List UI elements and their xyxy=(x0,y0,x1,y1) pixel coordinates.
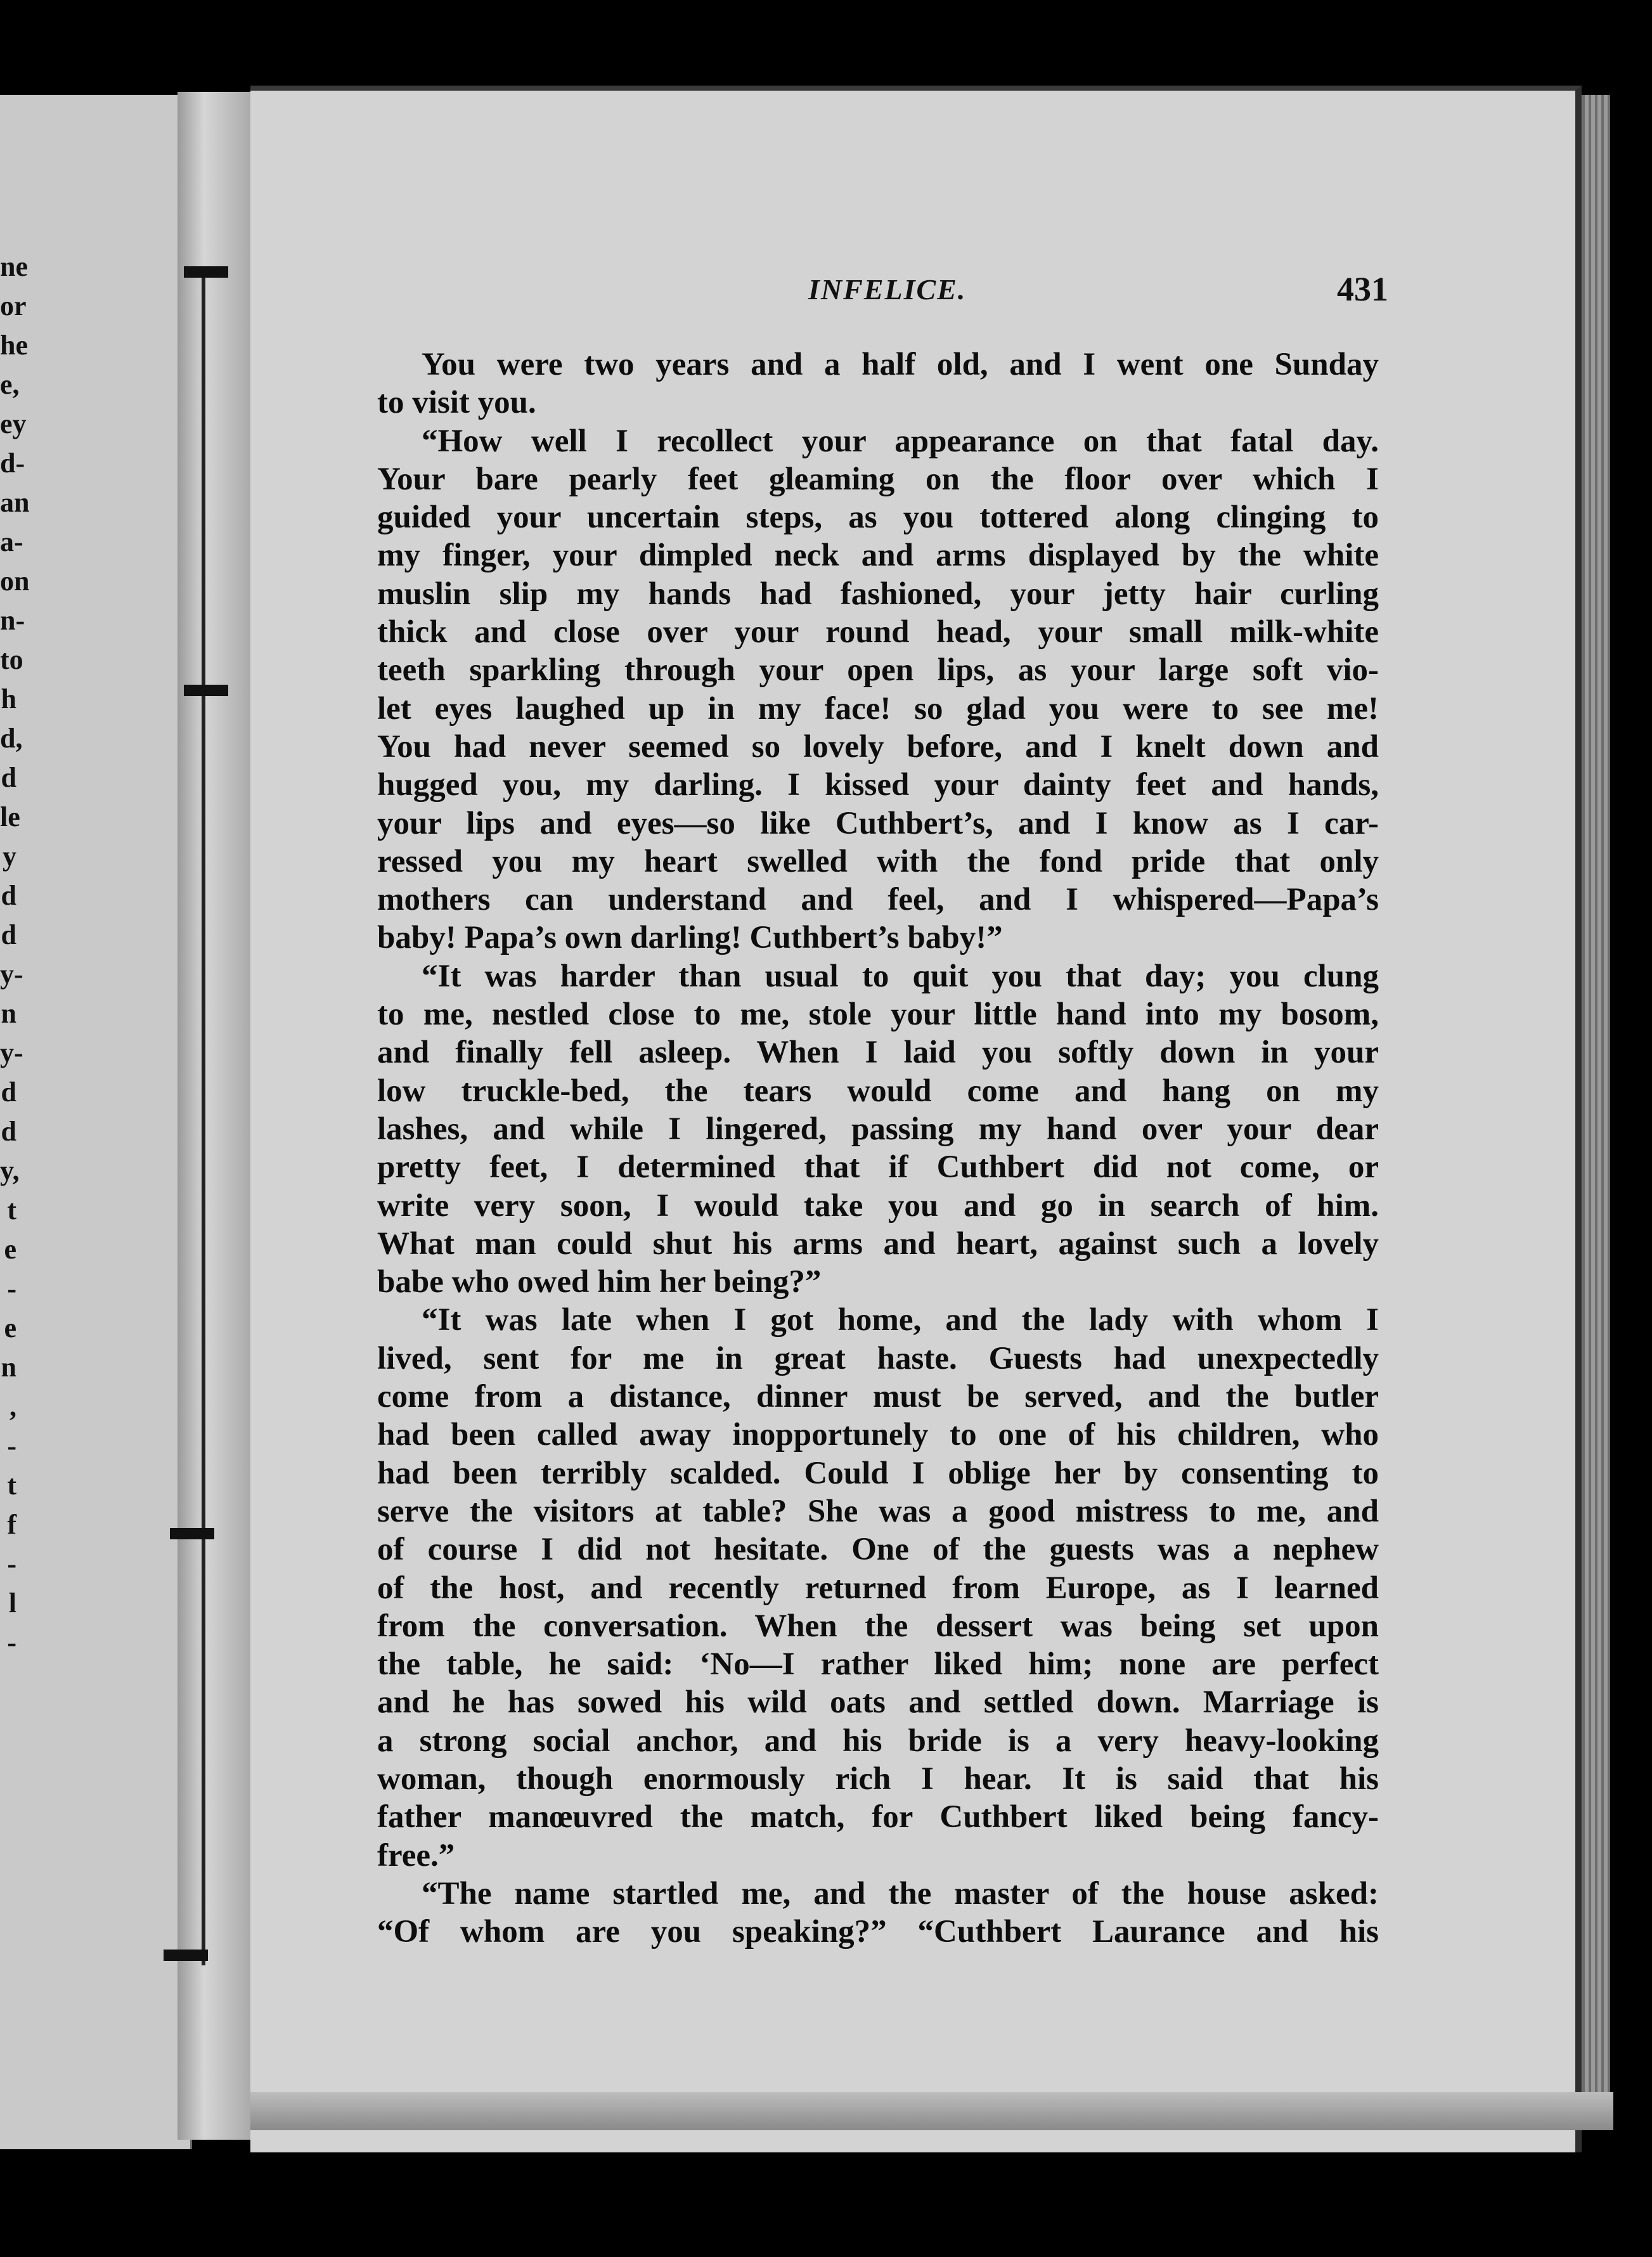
facing-page-fragment: d xyxy=(1,1077,16,1108)
text-line: “The name startled me, and the master of the house asked: xyxy=(422,1875,1379,1911)
facing-page-fragment: t xyxy=(7,1470,16,1501)
facing-page-fragment: - xyxy=(7,1627,16,1658)
facing-page-fragment: l xyxy=(8,1588,16,1619)
text-line: serve the visitors at table? She was a good mistress to me, and xyxy=(377,1493,1379,1529)
facing-page-fragment: to xyxy=(0,644,23,675)
text-line: You were two years and a half old, and I went one Sunday xyxy=(422,347,1379,382)
text-line: my finger, your dimpled neck and arms displayed by the white xyxy=(377,538,1379,574)
text-line: the table, he said: ‘No—I rather liked him; none are perfect xyxy=(377,1646,1379,1683)
facing-page-fragment: e xyxy=(4,1312,16,1343)
text-line: father manœuvred the match, for Cuthbert liked being fancy- xyxy=(377,1799,1379,1835)
facing-page-fragment: n xyxy=(1,1352,16,1383)
text-line: lived, sent for me in great haste. Guests had unexpectedly xyxy=(377,1340,1379,1376)
facing-page-fragment: d xyxy=(1,1116,16,1147)
page-bottom-shadow xyxy=(250,2092,1613,2130)
text-line: ressed you my heart swelled with the fond pride that only xyxy=(377,843,1379,879)
text-line: and he has sowed his wild oats and settled down. Marriage is xyxy=(377,1685,1379,1721)
text-line: free.” xyxy=(377,1837,455,1873)
facing-page-fragment: a- xyxy=(0,526,23,557)
binding-stitch xyxy=(170,1528,214,1539)
text-line: baby! Papa’s own darling! Cuthbert’s baby!” xyxy=(377,920,1003,956)
text-line: to me, nestled close to me, stole your little hand into my bosom, xyxy=(377,997,1379,1033)
text-line: Your bare pearly feet gleaming on the floor over which I xyxy=(377,461,1379,497)
text-line: You had never seemed so lovely before, and I knelt down and xyxy=(377,728,1379,765)
text-line: teeth sparkling through your open lips, as your large soft vio- xyxy=(377,652,1379,689)
text-line: low truckle-bed, the tears would come and hang on my xyxy=(377,1073,1379,1109)
facing-page-fragment: ey xyxy=(0,408,27,439)
facing-page-fragment: d xyxy=(1,762,16,793)
binding-stitch xyxy=(184,685,228,696)
text-line: lashes, and while I lingered, passing my hand over your dear xyxy=(377,1111,1379,1147)
facing-page-fragment: or xyxy=(0,290,27,321)
facing-page-fragment: n- xyxy=(0,605,25,636)
text-line: “Of whom are you speaking?” “Cuthbert Laurance and his xyxy=(377,1914,1379,1950)
text-line: and finally fell asleep. When I laid you softly down in your xyxy=(377,1035,1379,1071)
text-line: from the conversation. When the dessert was being set upon xyxy=(377,1608,1379,1644)
text-line: woman, though enormously rich I hear. It is said that his xyxy=(377,1761,1379,1797)
running-head: INFELICE. xyxy=(808,273,967,306)
text-line: guided your uncertain steps, as you tottered along clinging to xyxy=(377,500,1379,536)
facing-page-fragment: - xyxy=(7,1548,16,1579)
text-line: mothers can understand and feel, and I whispered—Papa’s xyxy=(377,882,1379,918)
text-line: “It was harder than usual to quit you that day; you clung xyxy=(422,958,1379,994)
text-line: “It was late when I got home, and the lady with whom I xyxy=(422,1302,1379,1338)
facing-page-text-fragments xyxy=(0,247,190,1927)
text-line: a strong social anchor, and his bride is a very heavy-looking xyxy=(377,1723,1379,1759)
book-gutter xyxy=(177,92,254,2140)
text-line: What man could shut his arms and heart, against such a lovely xyxy=(377,1226,1379,1262)
facing-page-fragment: t xyxy=(7,1194,16,1226)
facing-page-fragment: d- xyxy=(0,448,25,479)
facing-page-fragment: y- xyxy=(0,1037,23,1068)
facing-page-fragment: d xyxy=(1,919,16,950)
page-number: 431 xyxy=(1337,270,1388,308)
text-line: of course I did not hesitate. One of the guests was a nephew xyxy=(377,1532,1379,1568)
text-line: hugged you, my darling. I kissed your dainty feet and hands, xyxy=(377,767,1379,803)
facing-page-fragment: le xyxy=(0,801,20,832)
text-line: your lips and eyes—so like Cuthbert’s, and I know as I car- xyxy=(377,805,1379,841)
facing-page-fragment: y xyxy=(3,841,16,872)
facing-page-fragment: h xyxy=(1,683,16,715)
text-line: muslin slip my hands had fashioned, your jetty hair curling xyxy=(377,576,1379,612)
facing-page-fragment: n xyxy=(1,998,16,1029)
text-line: come from a distance, dinner must be served, and the butler xyxy=(377,1379,1379,1415)
binding-stitch xyxy=(184,266,228,278)
text-line: “How well I recollect your appearance on that fatal day. xyxy=(422,423,1379,459)
text-line: write very soon, I would take you and go in search of him. xyxy=(377,1187,1379,1224)
facing-page-fragment: d xyxy=(1,880,16,911)
text-line: to visit you. xyxy=(377,385,536,421)
facing-page-fragment: on xyxy=(0,566,30,597)
facing-page-fragment: e, xyxy=(0,369,20,400)
text-line: had been called away inopportunely to one of his children, who xyxy=(377,1417,1379,1453)
facing-page-fragment: f xyxy=(7,1509,16,1540)
text-line: had been terribly scalded. Could I oblige her by consenting to xyxy=(377,1455,1379,1491)
binding-thread xyxy=(202,266,205,1965)
facing-page-fragment: - xyxy=(7,1430,16,1461)
page-body-text xyxy=(377,346,1379,1951)
facing-page-fragment: ne xyxy=(0,251,28,282)
text-line: thick and close over your round head, your small milk-white xyxy=(377,614,1379,650)
binding-stitch xyxy=(164,1950,208,1961)
facing-page-fragment: , xyxy=(10,1391,16,1422)
facing-page-fragment: y- xyxy=(0,959,23,990)
text-line: babe who owed him her being?” xyxy=(377,1264,822,1300)
text-line: pretty feet, I determined that if Cuthbert did not come, or xyxy=(377,1149,1379,1186)
facing-page-fragment: - xyxy=(7,1273,16,1304)
text-line: let eyes laughed up in my face! so glad you were to see me! xyxy=(377,690,1379,727)
facing-page-fragment: e xyxy=(4,1234,16,1265)
facing-page-fragment: d, xyxy=(0,723,23,754)
facing-page-fragment: y, xyxy=(0,1155,20,1186)
text-line: of the host, and recently returned from Europe, as I learned xyxy=(377,1570,1379,1606)
facing-page-fragment: he xyxy=(0,330,28,361)
facing-page-fragment: an xyxy=(0,487,30,518)
